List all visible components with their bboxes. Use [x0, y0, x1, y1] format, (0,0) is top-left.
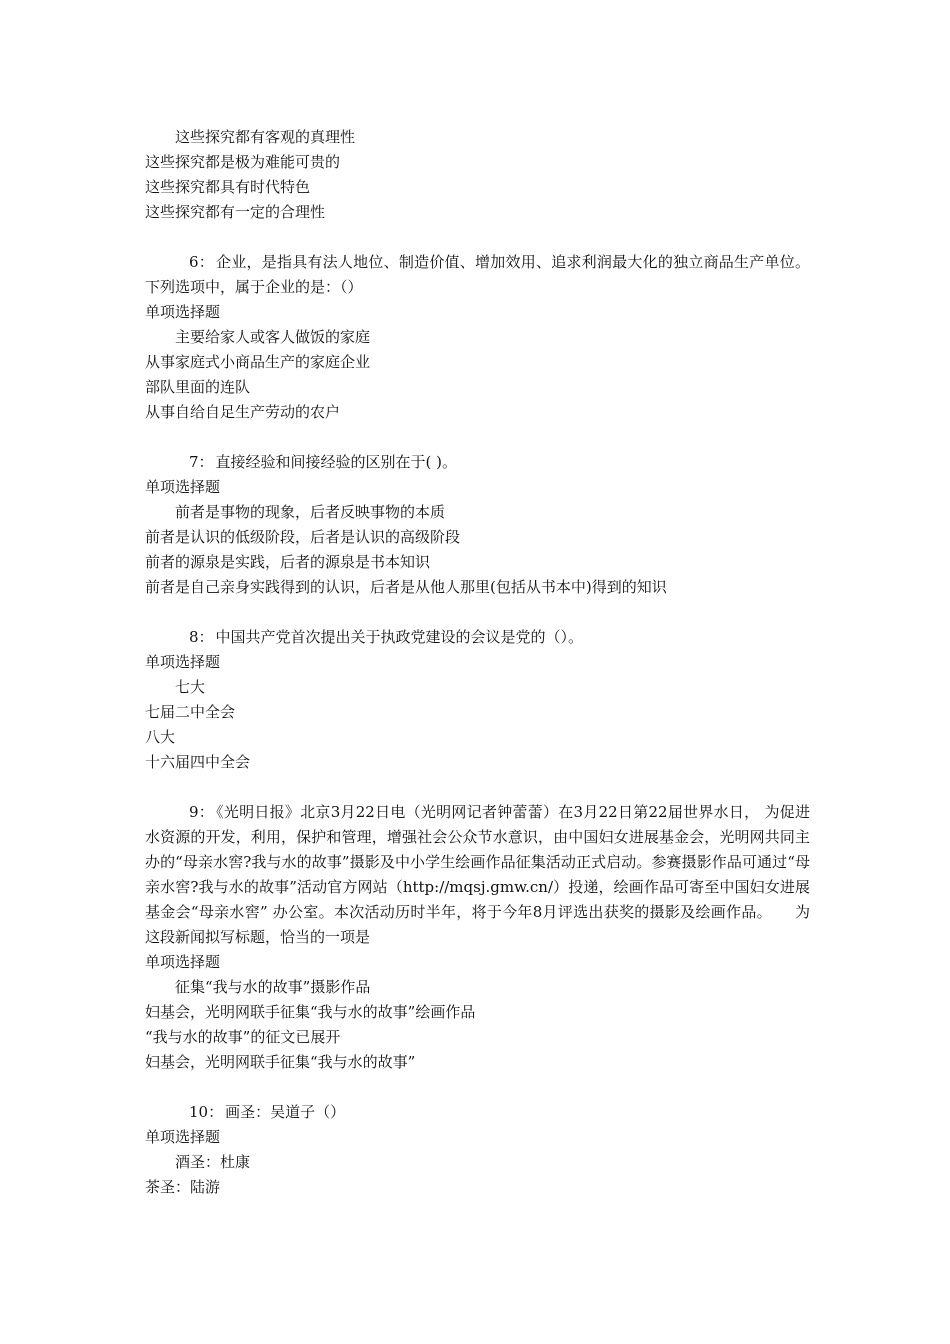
- question-6: [145, 250, 810, 425]
- option-line: 十六届四中全会: [145, 753, 251, 771]
- option-line: “我与水的故事”的征文已展开: [145, 1028, 341, 1046]
- option-line: 从事家庭式小商品生产的家庭企业: [145, 353, 371, 371]
- option-line: 这些探究都是极为难能可贵的: [145, 153, 341, 171]
- option-line: 这些探究都有客观的真理性: [175, 128, 356, 146]
- option-line: 部队里面的连队: [145, 378, 251, 396]
- option-line: 茶圣：陆游: [145, 1178, 221, 1196]
- question-7: [145, 450, 810, 600]
- question-body: 直接经验和间接经验的区别在于( )。: [215, 453, 458, 471]
- option-line: 这些探究都具有时代特色: [145, 178, 311, 196]
- option-line: 前者是自己亲身实践得到的认识，后者是从他人那里(包括从书本中)得到的知识: [145, 578, 667, 596]
- question-9: [145, 800, 810, 1075]
- previous-question-options: [145, 125, 810, 225]
- question-text: [145, 1100, 810, 1125]
- option-line: 主要给家人或客人做饭的家庭: [175, 328, 371, 346]
- option-line: 七届二中全会: [145, 703, 236, 721]
- option-line: 八大: [145, 728, 176, 746]
- option-line: 七大: [175, 678, 206, 696]
- question-type: 单项选择题: [145, 303, 221, 321]
- question-number: 7：: [189, 453, 214, 471]
- question-10: [145, 1100, 810, 1200]
- option-line: 妇基会，光明网联手征集“我与水的故事”绘画作品: [145, 1003, 476, 1021]
- document-page: [145, 125, 810, 1200]
- question-text: [145, 800, 810, 950]
- question-text: [145, 450, 810, 475]
- question-number: 6：: [189, 253, 215, 271]
- question-type: 单项选择题: [145, 953, 221, 971]
- option-line: 妇基会，光明网联手征集“我与水的故事”: [145, 1053, 416, 1071]
- option-line: 征集“我与水的故事”摄影作品: [175, 978, 371, 996]
- question-body: 画圣：吴道子（）: [225, 1103, 346, 1121]
- question-number: 9：: [189, 803, 215, 821]
- question-body: 企业，是指具有法人地位、制造价值、增加效用、追求利润最大化的独立商品生产单位。下列选项中，属于企业的是：（）: [145, 253, 810, 296]
- question-8: [145, 625, 810, 775]
- option-line: 从事自给自足生产劳动的农户: [145, 403, 341, 421]
- option-line: 酒圣：杜康: [175, 1153, 251, 1171]
- question-type: 单项选择题: [145, 653, 221, 671]
- question-number: 10：: [189, 1103, 224, 1121]
- question-text: [145, 625, 810, 650]
- option-line: 前者是事物的现象，后者反映事物的本质: [175, 503, 446, 521]
- question-number: 8：: [189, 628, 214, 646]
- question-body: 《光明日报》北京3月22日电（光明网记者钟蕾蕾）在3月22日第22届世界水日， 为促进水资源的开发，利用，保护和管理，增强社会公众节水意识，由中国妇女进展基金会，光明网共同主办的“母亲水窖?我与水的故事”摄影及中小学生绘画作品征集活动正式启动。参赛摄影作品可通过“母亲水窖?我与水的故事”活动官方网站（http://mqsj.gmw.cn/）投递，绘画作品可寄至中国妇女进展基金会“母亲水窖” 办公室。本次活动历时半年，将于今年8月评选出获奖的摄影及绘画作品。 为这段新闻拟写标题，恰当的一项是: [145, 803, 810, 946]
- question-body: 中国共产党首次提出关于执政党建设的会议是党的（）。: [215, 628, 584, 646]
- option-line: 前者是认识的低级阶段，后者是认识的高级阶段: [145, 528, 461, 546]
- option-line: 这些探究都有一定的合理性: [145, 203, 326, 221]
- question-text: [145, 250, 810, 300]
- question-type: 单项选择题: [145, 1128, 221, 1146]
- option-line: 前者的源泉是实践，后者的源泉是书本知识: [145, 553, 431, 571]
- question-type: 单项选择题: [145, 478, 221, 496]
